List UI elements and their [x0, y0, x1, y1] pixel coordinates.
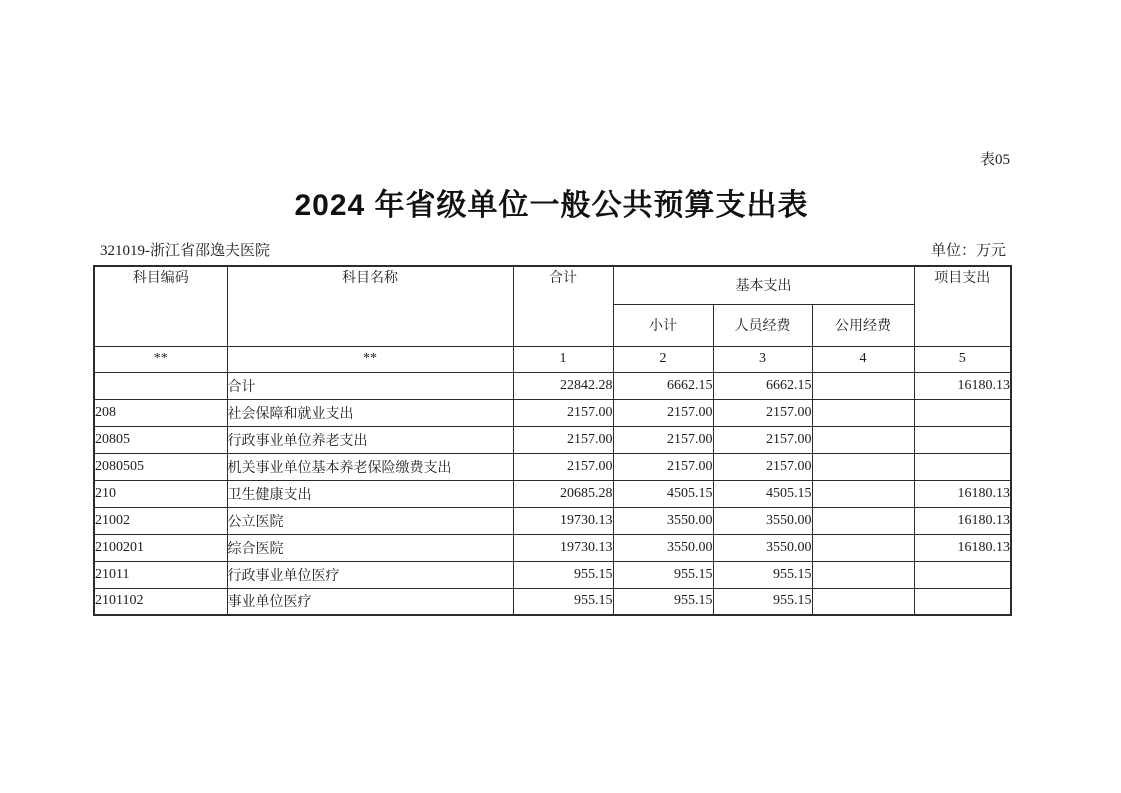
cell-subject-name: 事业单位医疗 [227, 588, 513, 615]
cell-personnel-funds: 3550.00 [713, 507, 812, 534]
cell-personnel-funds: 955.15 [713, 588, 812, 615]
cell-total: 955.15 [513, 561, 613, 588]
index-cell: 3 [713, 346, 812, 372]
unit-label: 单位：万元 [930, 243, 1006, 259]
cell-project-expenditure [914, 588, 1011, 615]
cell-public-funds [812, 507, 914, 534]
cell-subject-name: 综合医院 [227, 534, 513, 561]
col-header-project-expenditure: 项目支出 [914, 266, 1011, 346]
cell-project-expenditure [914, 561, 1011, 588]
index-cell: ** [94, 346, 227, 372]
cell-basic-subtotal: 955.15 [613, 561, 713, 588]
table-row [94, 372, 1011, 399]
cell-public-funds [812, 480, 914, 507]
index-cell: 1 [513, 346, 613, 372]
cell-public-funds [812, 588, 914, 615]
cell-subject-code: 210 [94, 480, 227, 507]
cell-public-funds [812, 399, 914, 426]
column-index-row [94, 346, 1011, 372]
cell-subject-code: 208 [94, 399, 227, 426]
cell-subject-name: 合计 [227, 372, 513, 399]
cell-personnel-funds: 2157.00 [713, 453, 812, 480]
index-cell: ** [227, 346, 513, 372]
cell-subject-code: 2101102 [94, 588, 227, 615]
table-row [94, 453, 1011, 480]
cell-total: 2157.00 [513, 453, 613, 480]
index-cell: 4 [812, 346, 914, 372]
header-row-top [94, 266, 1011, 304]
cell-subject-code: 20805 [94, 426, 227, 453]
cell-subject-name: 卫生健康支出 [227, 480, 513, 507]
cell-basic-subtotal: 3550.00 [613, 507, 713, 534]
cell-subject-name: 公立医院 [227, 507, 513, 534]
cell-basic-subtotal: 955.15 [613, 588, 713, 615]
cell-public-funds [812, 426, 914, 453]
cell-personnel-funds: 4505.15 [713, 480, 812, 507]
cell-personnel-funds: 955.15 [713, 561, 812, 588]
table-row [94, 507, 1011, 534]
cell-personnel-funds: 2157.00 [713, 426, 812, 453]
cell-project-expenditure: 16180.13 [914, 507, 1011, 534]
index-cell: 2 [613, 346, 713, 372]
cell-total: 19730.13 [513, 534, 613, 561]
col-header-total: 合计 [513, 266, 613, 346]
index-cell: 5 [914, 346, 1011, 372]
cell-personnel-funds: 6662.15 [713, 372, 812, 399]
cell-total: 20685.28 [513, 480, 613, 507]
cell-project-expenditure [914, 426, 1011, 453]
cell-subject-code: 21002 [94, 507, 227, 534]
table-row [94, 588, 1011, 615]
cell-subject-code: 2100201 [94, 534, 227, 561]
cell-public-funds [812, 372, 914, 399]
cell-total: 22842.28 [513, 372, 613, 399]
table-body [94, 372, 1011, 615]
cell-project-expenditure [914, 399, 1011, 426]
cell-subject-code: 2080505 [94, 453, 227, 480]
cell-public-funds [812, 453, 914, 480]
col-header-personnel-funds: 人员经费 [713, 304, 812, 346]
cell-project-expenditure: 16180.13 [914, 372, 1011, 399]
cell-basic-subtotal: 2157.00 [613, 399, 713, 426]
cell-basic-subtotal: 2157.00 [613, 426, 713, 453]
table-row [94, 426, 1011, 453]
org-code-name: 321019-浙江省邵逸夫医院 [100, 243, 270, 259]
cell-basic-subtotal: 4505.15 [613, 480, 713, 507]
cell-subject-name: 机关事业单位基本养老保险缴费支出 [227, 453, 513, 480]
cell-subject-name: 行政事业单位养老支出 [227, 426, 513, 453]
table-row [94, 399, 1011, 426]
cell-total: 2157.00 [513, 426, 613, 453]
page-title: 2024 年省级单位一般公共预算支出表 [294, 189, 809, 222]
cell-subject-code: 21011 [94, 561, 227, 588]
cell-public-funds [812, 534, 914, 561]
cell-total: 19730.13 [513, 507, 613, 534]
cell-personnel-funds: 3550.00 [713, 534, 812, 561]
cell-subject-name: 行政事业单位医疗 [227, 561, 513, 588]
col-header-public-funds: 公用经费 [812, 304, 914, 346]
table-row [94, 561, 1011, 588]
cell-total: 2157.00 [513, 399, 613, 426]
cell-subject-name: 社会保障和就业支出 [227, 399, 513, 426]
cell-total: 955.15 [513, 588, 613, 615]
cell-project-expenditure [914, 453, 1011, 480]
sheet-number-label: 表05 [979, 152, 1010, 168]
col-header-basic-expenditure-group: 基本支出 [613, 266, 914, 304]
table-row [94, 534, 1011, 561]
col-header-subject-code: 科目编码 [94, 266, 227, 346]
cell-personnel-funds: 2157.00 [713, 399, 812, 426]
table-meta-line [93, 239, 1010, 259]
cell-subject-code [94, 372, 227, 399]
table-row [94, 480, 1011, 507]
col-header-basic-subtotal: 小计 [613, 304, 713, 346]
cell-basic-subtotal: 3550.00 [613, 534, 713, 561]
budget-table-container [93, 265, 1012, 616]
table-header [94, 266, 1011, 372]
cell-basic-subtotal: 2157.00 [613, 453, 713, 480]
budget-table [93, 265, 1012, 616]
cell-project-expenditure: 16180.13 [914, 534, 1011, 561]
cell-basic-subtotal: 6662.15 [613, 372, 713, 399]
cell-public-funds [812, 561, 914, 588]
col-header-subject-name: 科目名称 [227, 266, 513, 346]
cell-project-expenditure: 16180.13 [914, 480, 1011, 507]
